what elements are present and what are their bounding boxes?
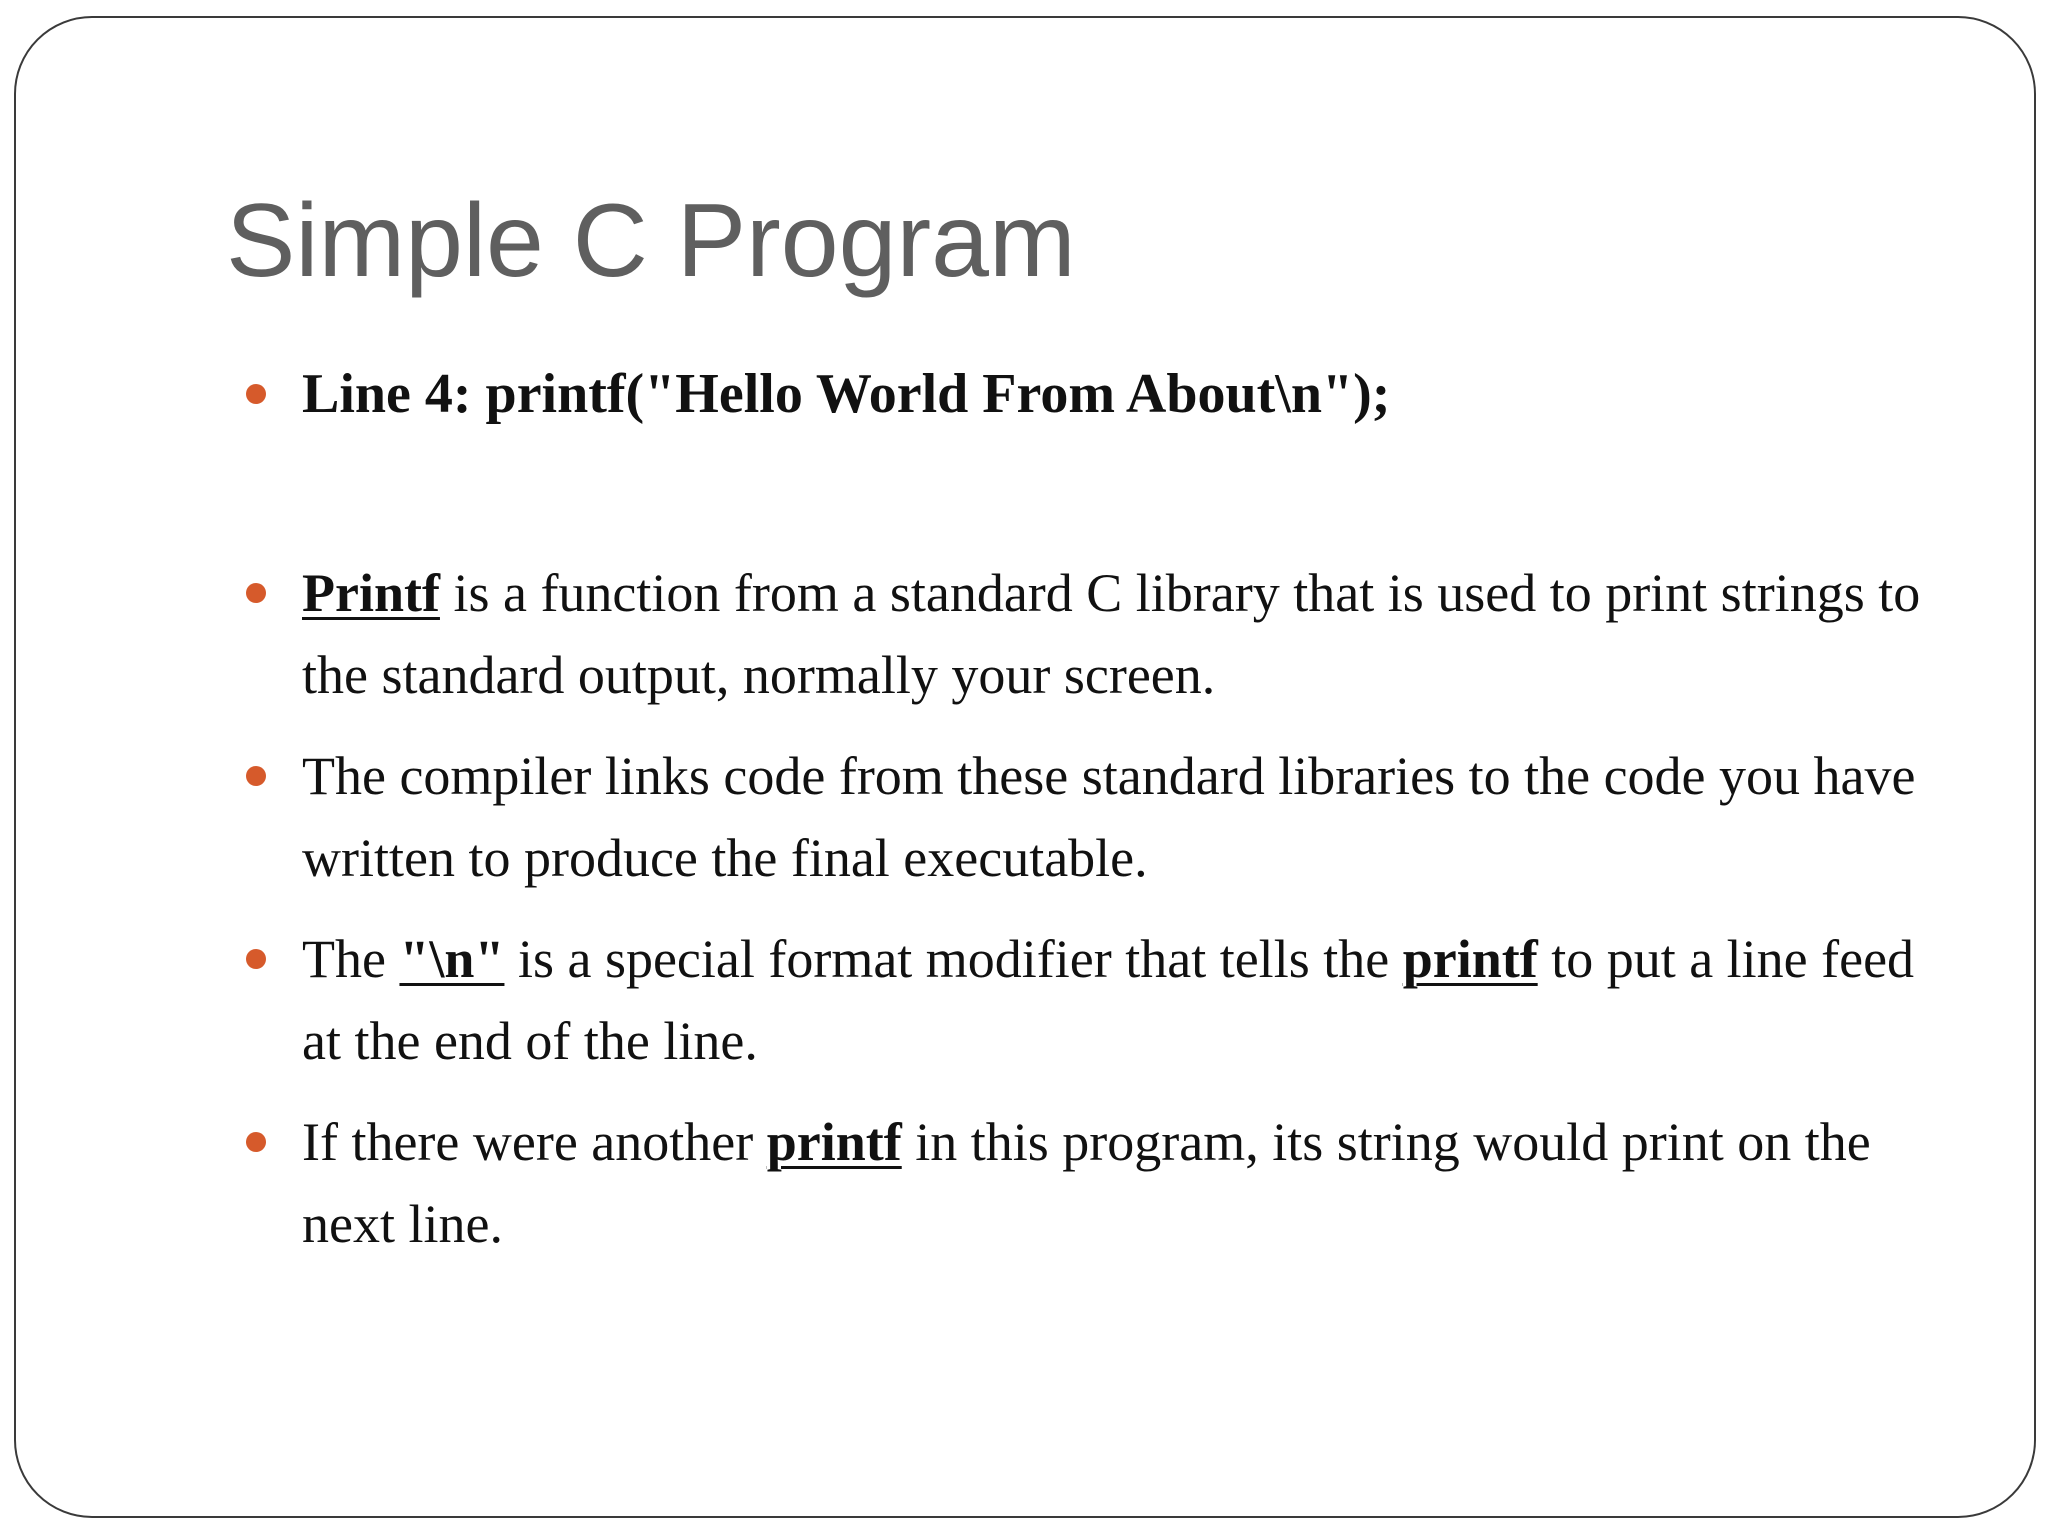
bullet-dot-icon	[246, 583, 266, 603]
bullet-code-line	[226, 353, 1946, 435]
emphasis-printf: printf	[1402, 929, 1538, 989]
bullet-text-middle: is a special format modifier that tells the	[504, 929, 1403, 989]
bullet-dot-icon	[246, 949, 266, 969]
bullet-dot-icon	[246, 1132, 266, 1152]
bullet-text: Line 4: printf("Hello World From About\n");	[302, 363, 1391, 425]
bullet-text: is a function from a standard C library that is used to print strings to the standard output, normally your screen.	[302, 563, 1921, 705]
bullet-dot-icon	[246, 384, 266, 404]
bullet-newline-modifier	[226, 918, 1946, 1082]
emphasis-printf: printf	[766, 1112, 902, 1172]
emphasis-printf: Printf	[302, 563, 440, 623]
bullet-dot-icon	[246, 766, 266, 786]
bullet-printf-definition	[226, 552, 1946, 716]
bullet-text: The compiler links code from these standard libraries to the code you have written to produce the final executable.	[302, 746, 1916, 888]
bullet-list	[226, 353, 1946, 1284]
bullet-text-end: to put a line feed at the end of the line.	[302, 929, 1915, 1071]
slide-frame	[14, 16, 2036, 1518]
bullet-text-end: in this program, its string would print on the next line.	[302, 1112, 1871, 1254]
bullet-text-start: If there were another	[302, 1112, 767, 1172]
bullet-compiler-links	[226, 735, 1946, 899]
emphasis-newline-escape: "\n"	[399, 929, 505, 989]
slide-title: Simple C Program	[226, 183, 1076, 299]
bullet-another-printf	[226, 1101, 1946, 1265]
bullet-text-start: The	[302, 929, 400, 989]
